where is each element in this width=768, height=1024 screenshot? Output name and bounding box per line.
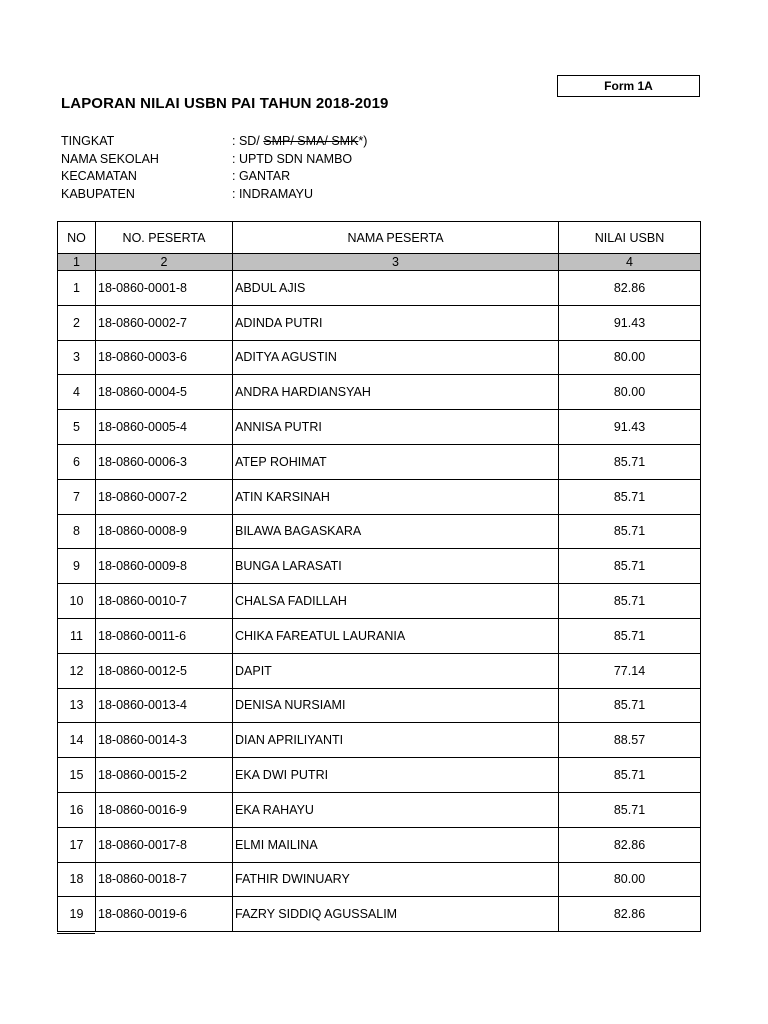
row-no: 4 [58, 375, 96, 410]
header-nilai-usbn: NILAI USBN [559, 222, 701, 254]
row-score: 88.57 [559, 723, 701, 758]
row-participant-number: 18-0860-0019-6 [96, 897, 233, 932]
row-score: 77.14 [559, 653, 701, 688]
row-participant-number: 18-0860-0012-5 [96, 653, 233, 688]
report-info [61, 133, 367, 203]
column-index: 3 [233, 254, 559, 271]
row-participant-number: 18-0860-0016-9 [96, 792, 233, 827]
row-participant-number: 18-0860-0013-4 [96, 688, 233, 723]
table-row [58, 340, 701, 375]
row-no: 2 [58, 305, 96, 340]
row-participant-name: EKA RAHAYU [233, 792, 559, 827]
row-participant-name: FAZRY SIDDIQ AGUSSALIM [233, 897, 559, 932]
column-index: 4 [559, 254, 701, 271]
table-row [58, 549, 701, 584]
row-score: 80.00 [559, 862, 701, 897]
row-participant-name: FATHIR DWINUARY [233, 862, 559, 897]
header-no: NO [58, 222, 96, 254]
row-participant-number: 18-0860-0018-7 [96, 862, 233, 897]
row-participant-name: BILAWA BAGASKARA [233, 514, 559, 549]
info-row-tingkat [61, 133, 367, 151]
score-table [57, 221, 701, 932]
row-score: 80.00 [559, 340, 701, 375]
row-score: 85.71 [559, 479, 701, 514]
table-row [58, 305, 701, 340]
table-row [58, 375, 701, 410]
report-title: LAPORAN NILAI USBN PAI TAHUN 2018-2019 [61, 95, 389, 112]
table-tail-line [57, 933, 95, 934]
row-participant-name: BUNGA LARASATI [233, 549, 559, 584]
row-participant-name: CHALSA FADILLAH [233, 584, 559, 619]
row-participant-number: 18-0860-0007-2 [96, 479, 233, 514]
kecamatan-value: : GANTAR [232, 169, 291, 183]
row-participant-name: DAPIT [233, 653, 559, 688]
sekolah-value: : UPTD SDN NAMBO [232, 151, 353, 166]
row-score: 85.71 [559, 792, 701, 827]
kecamatan-label: KECAMATAN [61, 169, 137, 183]
sekolah-label: NAMA SEKOLAH [61, 151, 159, 166]
row-participant-number: 18-0860-0008-9 [96, 514, 233, 549]
row-no: 3 [58, 340, 96, 375]
row-participant-name: ATIN KARSINAH [233, 479, 559, 514]
row-score: 82.86 [559, 897, 701, 932]
table-row [58, 792, 701, 827]
table-row [58, 514, 701, 549]
info-row-kabupaten [61, 186, 367, 204]
row-participant-number: 18-0860-0009-8 [96, 549, 233, 584]
table-header-row [58, 222, 701, 254]
info-row-sekolah [61, 151, 367, 169]
table-row [58, 862, 701, 897]
row-participant-number: 18-0860-0017-8 [96, 827, 233, 862]
row-participant-number: 18-0860-0010-7 [96, 584, 233, 619]
row-participant-number: 18-0860-0002-7 [96, 305, 233, 340]
table-row [58, 584, 701, 619]
row-participant-name: ADITYA AGUSTIN [233, 340, 559, 375]
row-participant-name: DENISA NURSIAMI [233, 688, 559, 723]
row-participant-name: EKA DWI PUTRI [233, 758, 559, 793]
row-score: 91.43 [559, 410, 701, 445]
table-row [58, 618, 701, 653]
table-row [58, 479, 701, 514]
row-participant-number: 18-0860-0015-2 [96, 758, 233, 793]
row-no: 17 [58, 827, 96, 862]
row-score: 80.00 [559, 375, 701, 410]
table-body [58, 271, 701, 932]
row-no: 19 [58, 897, 96, 932]
row-participant-name: ABDUL AJIS [233, 271, 559, 306]
row-participant-number: 18-0860-0011-6 [96, 618, 233, 653]
table-row [58, 723, 701, 758]
row-no: 7 [58, 479, 96, 514]
row-no: 11 [58, 618, 96, 653]
row-participant-name: ELMI MAILINA [233, 827, 559, 862]
row-no: 16 [58, 792, 96, 827]
row-score: 82.86 [559, 271, 701, 306]
table-row [58, 897, 701, 932]
row-participant-name: ADINDA PUTRI [233, 305, 559, 340]
table-row [58, 827, 701, 862]
tingkat-suffix: *) [358, 134, 368, 148]
row-no: 1 [58, 271, 96, 306]
row-score: 85.71 [559, 514, 701, 549]
row-score: 85.71 [559, 444, 701, 479]
column-index: 2 [96, 254, 233, 271]
tingkat-value [232, 133, 367, 151]
table-row [58, 758, 701, 793]
row-no: 5 [58, 410, 96, 445]
row-no: 14 [58, 723, 96, 758]
row-score: 85.71 [559, 618, 701, 653]
row-no: 8 [58, 514, 96, 549]
header-nama-peserta: NAMA PESERTA [233, 222, 559, 254]
form-label: Form 1A [557, 75, 700, 97]
row-participant-name: DIAN APRILIYANTI [233, 723, 559, 758]
row-participant-name: ANNISA PUTRI [233, 410, 559, 445]
row-participant-name: ATEP ROHIMAT [233, 444, 559, 479]
row-no: 9 [58, 549, 96, 584]
row-no: 6 [58, 444, 96, 479]
kabupaten-label: KABUPATEN [61, 186, 135, 201]
row-no: 12 [58, 653, 96, 688]
row-no: 10 [58, 584, 96, 619]
column-index: 1 [58, 254, 96, 271]
row-score: 82.86 [559, 827, 701, 862]
table-row [58, 271, 701, 306]
row-score: 85.71 [559, 758, 701, 793]
table-row [58, 410, 701, 445]
row-participant-number: 18-0860-0003-6 [96, 340, 233, 375]
info-row-kecamatan [61, 168, 367, 186]
table-row [58, 444, 701, 479]
header-no-peserta: NO. PESERTA [96, 222, 233, 254]
row-participant-number: 18-0860-0005-4 [96, 410, 233, 445]
row-no: 15 [58, 758, 96, 793]
row-score: 85.71 [559, 584, 701, 619]
kabupaten-value: : INDRAMAYU [232, 186, 314, 201]
row-no: 13 [58, 688, 96, 723]
column-index-row [58, 254, 701, 271]
row-participant-number: 18-0860-0014-3 [96, 723, 233, 758]
table-row [58, 653, 701, 688]
row-participant-number: 18-0860-0004-5 [96, 375, 233, 410]
tingkat-label: TINGKAT [61, 134, 115, 148]
row-participant-number: 18-0860-0001-8 [96, 271, 233, 306]
row-participant-name: CHIKA FAREATUL LAURANIA [233, 618, 559, 653]
row-no: 18 [58, 862, 96, 897]
table-row [58, 688, 701, 723]
tingkat-struck: SMP/ SMA/ SMK [263, 134, 359, 148]
row-score: 85.71 [559, 688, 701, 723]
row-participant-number: 18-0860-0006-3 [96, 444, 233, 479]
row-score: 91.43 [559, 305, 701, 340]
row-score: 85.71 [559, 549, 701, 584]
tingkat-prefix: : SD/ [232, 134, 264, 148]
row-participant-name: ANDRA HARDIANSYAH [233, 375, 559, 410]
